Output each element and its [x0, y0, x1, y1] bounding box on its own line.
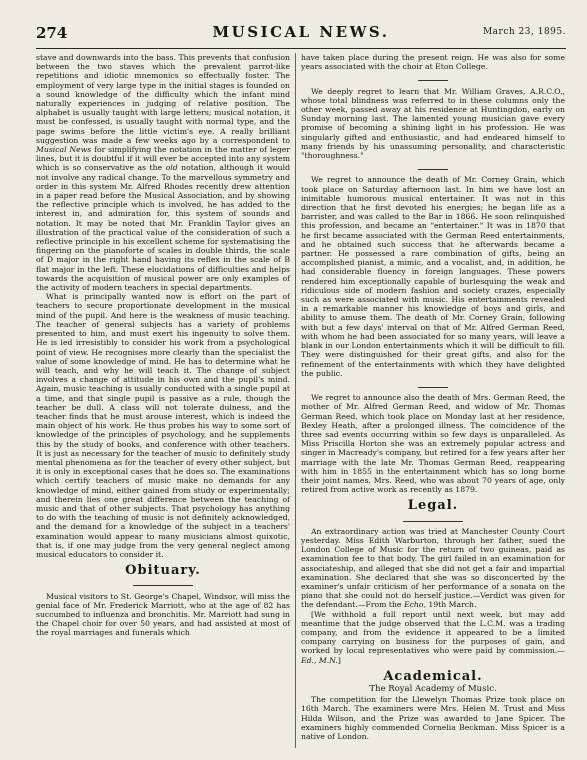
- obituary-paragraph: We deeply regret to learn that Mr. William Graves, A.R.C.O., whose total blindness was referred to in these columns only the other week, passed away at his residence at Huntingdon, early on Sunday morning last. The lamented young musician gave every promise of becoming a shining light in his profession. He was singularly gifted and enthusiastic, and had endeared himself to many friends by his unassuming personality, and characteristic "thoroughness.": [301, 86, 565, 161]
- article-paragraph: stave and downwards into the bass. This prevents that confusion between the two staves which the prevalent parrot-like repetitions and idiotic mnemonics so effectually foster. The employment of very large type in the initial stages is founded on a sound knowledge of the difficulty which the infant mind naturally experiences in judging of relative position. The alphabet is usually taught with large letters; musical notation, it must be confessed, is usually taught with normal type, and the page swims before the little victim's eye. A really brilliant suggestion was made a few weeks ago by a correspondent to Musical News for simplifying the notation in the matter of leger lines, but it is doubtful if it will ever be accepted into any system which is so conservative as the old notation, although it would not involve any radical change. To the marvellous symmetry and order in this system Mr. Alfred Rhodes recently drew attention in a paper read before the Musical Association, and by showing the reflective principle which is involved, he has added to the interest in, and admiration for, this system of sounds and notation. It may be noted that Mr. Franklin Taylor gives an illustration of the practical value of the consideration of such a reflective principle in his excellent scheme for systematising the fingering on the pianoforte of scales in double thirds, the scale of D major in the right hand having its reflex in the scale of B flat major in the left. These elucidations of difficulties and helps towards the acquisition of musical power are only examples of the activity of modern teachers in special departments.: [36, 53, 290, 293]
- obituary-paragraph: have taken place during the present reign. He was also for some years associated with the choir at Eton College.: [301, 53, 565, 72]
- obituary-paragraph: Musical visitors to St. George's Chapel, Windsor, will miss the genial face of Mr. Frederick Marriott, who at the age of 82 has succumbed to influenza and bronchitis. Mr. Marriott had sung in the Chapel choir for over 50 years, and had assisted at most of the royal marriages and funerals which: [36, 591, 290, 638]
- heading-ornament: [36, 579, 290, 588]
- academical-paragraph: The competition for the Llewelyn Thomas Prize took place on 16th March. The examiners were Mrs. Helen M. Trust and Miss Hilda Wilson, and the Prize was awarded to Jane Spicer. The examiners highly commended Cornelia Beckman. Miss Spicer is a native of London.: [301, 695, 565, 742]
- issue-date: March 23, 1895.: [482, 27, 566, 37]
- heading-ornament: [301, 515, 565, 524]
- separator: [301, 74, 565, 83]
- legal-heading: Legal.: [407, 498, 459, 514]
- academical-subheading: The Royal Academy of Music.: [369, 684, 497, 694]
- obituary-paragraph: We regret to announce the death of Mr. Corney Grain, which took place on Saturday afternoon last. In him we have lost an inimitable humorous musical entertainer. It was not in this direction that he first devoted his energies; he began life as a barrister, and was called to the Bar in 1866. He soon relinquished this profession, and became an "entertainer." It was in 1870 that he first became associated with the German Reed entertainments, and he obtained such success that he afterwards became a partner. He possessed a rare combination of gifts, being an accomplished pianist, a mimic, and a vocalist, and, in addition, he had considerable fluency in foreign languages. These powers rendered him exceptionally capable of burlesquing the weak and ridiculous side of modern fashion and society crazes, especially such as were associated with music. His entertainments revealed in a remarkable manner his knowledge of boys and girls, and ability to amuse them. The death of Mr. Corney Grain, following with but a few days' interval on that of Mr. Alfred German Reed, with whom he had been associated for so many years, will leave a blank in our London entertainments which it will be difficult to fill. They were distinguished for their great gifts, and also for the refinement of the entertainments with which they have delighted the public.: [301, 175, 565, 378]
- column-divider: [295, 53, 296, 748]
- separator: [301, 163, 565, 172]
- obituary-paragraph: We regret to announce also the death of Mrs. German Reed, the mother of Mr. Alfred German Reed, and widow of Mr. Thomas German Reed, which took place on Monday last at her residence, Bexley Heath, after a prolonged illness. The coincidence of the three sad events occurring within so few days is unparalleled. As Miss Priscilla Horton she was an extremely popular actress and singer in Macready's company, but retired for a few years after her marriage with the late Mr. Thomas German Reed, reappearing with him in 1855 in the entertainment which has so long borne their joint names. Mrs. Reed, who was about 70 years of age, only retired from active work as recently as 1879.: [301, 393, 565, 495]
- left-column: [36, 53, 290, 638]
- academical-heading: Academical.: [383, 668, 483, 684]
- right-column: [301, 53, 565, 741]
- page-number: 274: [36, 24, 68, 42]
- legal-paragraph: An extraordinary action was tried at Manchester County Court yesterday. Miss Edith Warburton, through her father, sued the London College of Music for the return of two guineas, paid as examination fee to that body. The girl failed in an examination for associateship, and alleged that she did not get a fair and impartial examination. She declared that she was so disconcerted by the examiner's unfair criticism of her performance of a sonata on the piano that she could not do herself justice.—Verdict was given for the defendant.—From the Echo, 19th March.: [301, 526, 565, 610]
- separator: [301, 381, 565, 390]
- legal-paragraph: [We withhold a full report until next week, but may add meantime that the judge observed that the L.C.M. was a trading company, and from the evidence it appeared to be a limited company carrying on business for the purposes of gain, and worked by local representatives who were paid by commission.—Ed., M.N.]: [301, 609, 565, 665]
- publication-title: MUSICAL NEWS.: [212, 23, 390, 41]
- article-paragraph: What is principally wanted now is effort on the part of teachers to secure proportionate development in the musical mind of the pupil. And here is the weakness of music teaching. The teacher of general subjects has a variety of problems presented to him, and must exert his ingenuity to solve them. He is led irresistibly to consider his work from a psychological point of view. He recognises more clearly than the specialist the value of some knowledge of mind. He has to determine what he will teach, and why he will teach it. The change of subject involves a change of attitude in his own and the pupil's mind. Again, music teaching is usually conducted with a single pupil at a time, and that single pupil is passive as a rule, though the teacher be dull. A class will not tolerate dulness, and the teacher finds that he must arouse interest, which is indeed the main object of his work. He thus probes his way to some sort of knowledge of the principles of psychology, and he supplements this by the study of books, and conference with other teachers. It is just as necessary for the teacher of music to definitely study mental phenomena as for the teacher of every other subject, but it is only in exceptional cases that he does so. The examinations which certify teachers of music make no demands for any knowledge of mind, either gained from study or experimentally; and therein lies one great difference between the teaching of music and that of other subjects. That psychology has anything to do with the teaching of music is not definitely acknowledged, and the demand for a knowledge of the subject in a teachers' examination would appear to many musicians almost quixotic, that is, if one may judge from the very general neglect among musical educators to consider it.: [36, 292, 290, 559]
- page-header: [36, 22, 566, 46]
- header-rule: [36, 48, 566, 49]
- obituary-heading: Obituary.: [125, 563, 201, 579]
